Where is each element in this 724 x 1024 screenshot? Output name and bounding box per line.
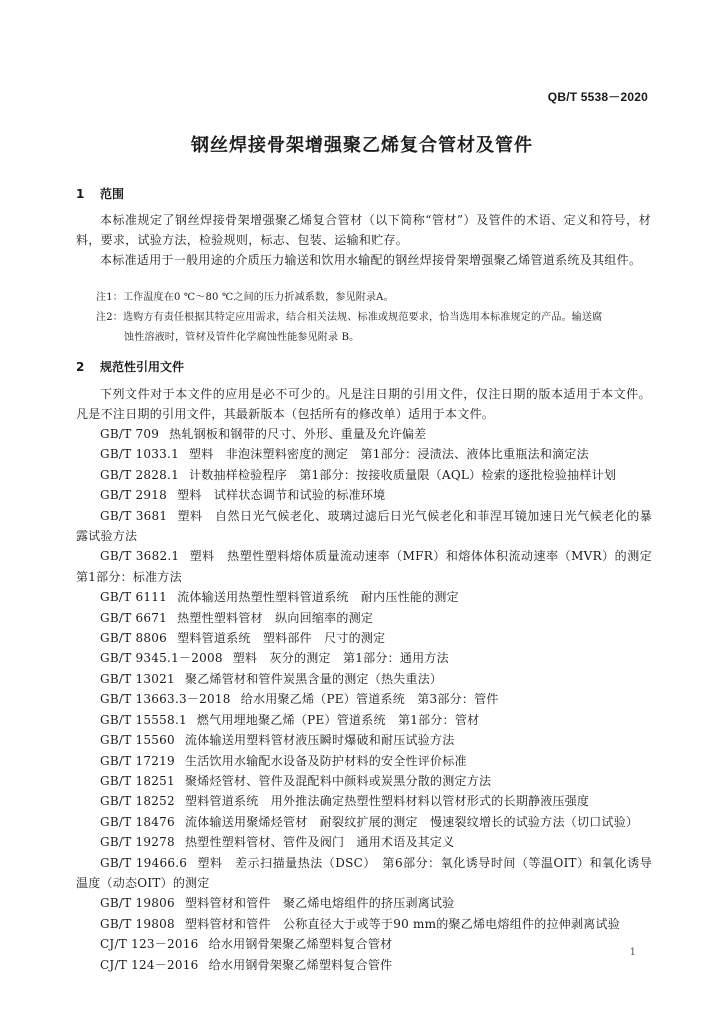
- standard-code: QB/T 5538－2020: [547, 90, 648, 104]
- reference-code: GB/T 2828.1: [100, 467, 180, 482]
- reference-title: 塑料 试样状态调节和试验的标准环境: [177, 488, 386, 503]
- reference-item: [76, 730, 652, 750]
- reference-title: 塑料管道系统 塑料部件 尺寸的测定: [177, 631, 386, 646]
- note-2: [96, 308, 652, 348]
- reference-title: 塑料管材和管件 聚乙烯电熔组件的挤压剥离试验: [184, 896, 455, 911]
- reference-code: GB/T 19806: [100, 896, 175, 911]
- reference-title: 聚乙烯管材和管件炭黑含量的测定（热失重法）: [184, 671, 443, 686]
- reference-code: GB/T 13021: [100, 671, 175, 686]
- reference-code: GB/T 1033.1: [100, 447, 180, 462]
- reference-item: [76, 648, 652, 668]
- reference-title: 塑料 非泡沫塑料密度的测定 第1部分：浸渍法、液体比重瓶法和滴定法: [189, 447, 589, 462]
- reference-title: 给水用钢骨架聚乙烯塑料复合管材: [208, 937, 393, 952]
- reference-title: 流体输送用塑料管材液压瞬时爆破和耐压试验方法: [184, 733, 455, 748]
- reference-item: [76, 832, 652, 852]
- reference-item: [76, 934, 652, 954]
- reference-title: 流体输送用热塑性塑料管道系统 耐内压性能的测定: [177, 590, 459, 605]
- reference-item: [76, 812, 652, 832]
- reference-title: 塑料管材和管件 公称直径大于或等于90 mm的聚乙烯电熔组件的拉伸剥离试验: [184, 916, 621, 931]
- reference-item: [76, 444, 652, 464]
- reference-item: [76, 608, 652, 628]
- note-1: 注1：工作温度在0 ℃～80 ℃之间的压力折减系数，参见附录A。: [96, 292, 394, 303]
- scope-paragraph-2: 本标准适用于一般用途的介质压力输送和饮用水输配的钢丝焊接骨架增强聚乙烯管道系统及其组件。: [100, 253, 642, 267]
- reference-title: 塑料 灰分的测定 第1部分：通用方法: [232, 651, 449, 666]
- reference-item: [76, 893, 652, 913]
- reference-item: [76, 485, 652, 505]
- reference-code: GB/T 18476: [100, 814, 175, 829]
- page-number: 1: [629, 947, 636, 958]
- reference-item: [76, 710, 652, 730]
- reference-code: GB/T 8806: [100, 631, 168, 646]
- reference-code: GB/T 17219: [100, 753, 175, 768]
- reference-item: [76, 506, 652, 547]
- section-2-heading: [76, 358, 184, 375]
- document-title: 钢丝焊接骨架增强聚乙烯复合管材及管件: [191, 135, 533, 156]
- reference-title: 塑料管道系统 用外推法确定热塑性塑料材料以管材形式的长期静液压强度: [184, 794, 590, 809]
- reference-title: 生活饮用水输配水设备及防护材料的安全性评价标准: [184, 753, 467, 768]
- reference-title: 塑料 热塑性塑料熔体质量流动速率（MFR）和熔体体积流动速率（MVR）的测定 第1部分：标准方法: [76, 549, 665, 584]
- reference-title: 热塑性塑料管材、管件及阀门 通用术语及其定义: [184, 835, 455, 850]
- reference-code: GB/T 15560: [100, 733, 175, 748]
- note-2-line-2: 蚀性溶液时，管材及管件化学腐蚀性能参见附录 B。: [124, 332, 360, 343]
- reference-code: GB/T 3682.1: [100, 549, 180, 564]
- reference-item: [76, 465, 652, 485]
- reference-item: [76, 587, 652, 607]
- reference-item: [76, 955, 652, 975]
- reference-item: [76, 791, 652, 811]
- reference-title: 聚烯烃管材、管件及混配料中颜料或炭黑分散的测定方法: [184, 773, 492, 788]
- section-title: 范围: [100, 187, 125, 201]
- reference-title: 计数抽样检验程序 第1部分：按接收质量限（AQL）检索的逐批检验抽样计划: [189, 467, 617, 482]
- reference-item: [76, 751, 652, 771]
- reference-code: GB/T 19278: [100, 835, 175, 850]
- reference-code: GB/T 13663.3－2018: [100, 692, 231, 707]
- reference-title: 燃气用埋地聚乙烯（PE）管道系统 第1部分：管材: [196, 712, 480, 727]
- reference-code: GB/T 3681: [100, 508, 168, 523]
- section-1-heading: [76, 185, 124, 202]
- reference-title: 流体输送用聚烯烃管材 耐裂纹扩展的测定 慢速裂纹增长的试验方法（切口试验）: [184, 814, 639, 829]
- reference-item: [76, 669, 652, 689]
- reference-code: CJ/T 123－2016: [100, 937, 199, 952]
- reference-code: GB/T 18252: [100, 794, 175, 809]
- reference-code: CJ/T 124－2016: [100, 957, 199, 972]
- reference-title: 热轧钢板和钢带的尺寸、外形、重量及允许偏差: [169, 427, 427, 441]
- reference-item: [76, 689, 652, 709]
- reference-item: [76, 853, 652, 894]
- reference-code: GB/T 19808: [100, 916, 175, 931]
- reference-code: GB/T 2918: [100, 488, 168, 503]
- reference-list: [76, 424, 665, 975]
- reference-item: [76, 424, 652, 444]
- reference-title: 塑料 自然日光气候老化、玻璃过滤后日光气候老化和菲涅耳镜加速日光气候老化的暴露试验方法: [76, 508, 652, 544]
- section-number: 2: [76, 360, 85, 374]
- references-intro: 下列文件对于本文件的应用是必不可少的。凡是注日期的引用文件，仅注日期的版本适用于本文件。凡是不注日期的引用文件，其最新版本（包括所有的修改单）适用于本文件。: [76, 387, 651, 421]
- reference-title: 给水用钢骨架聚乙烯塑料复合管件: [208, 957, 393, 972]
- reference-code: GB/T 15558.1: [100, 712, 187, 727]
- reference-code: GB/T 18251: [100, 773, 175, 788]
- reference-item: [76, 546, 665, 587]
- reference-code: GB/T 9345.1－2008: [100, 651, 223, 666]
- section-number: 1: [76, 187, 85, 201]
- reference-code: GB/T 709: [100, 427, 160, 441]
- reference-title: 给水用聚乙烯（PE）管道系统 第3部分：管件: [240, 692, 499, 707]
- reference-code: GB/T 6111: [100, 590, 168, 605]
- scope-paragraph-1: 本标准规定了钢丝焊接骨架增强聚乙烯复合管材（以下简称“管材”）及管件的术语、定义和符号，材料，要求，试验方法，检验规则，标志、包装、运输和贮存。: [76, 213, 651, 247]
- note-2-line-1: 注2：选购方有责任根据其特定应用需求，结合相关法规、标准或规范要求，恰当选用本标准规定的产品。输送腐: [96, 312, 603, 323]
- reference-item: [76, 628, 652, 648]
- section-title: 规范性引用文件: [100, 360, 185, 374]
- reference-code: GB/T 6671: [100, 610, 168, 625]
- reference-title: 塑料 差示扫描量热法（DSC） 第6部分：氧化诱导时间（等温OIT）和氧化诱导温度（动态OIT）的测定: [76, 855, 652, 890]
- reference-title: 热塑性塑料管材 纵向回缩率的测定: [177, 610, 374, 625]
- reference-code: GB/T 19466.6: [100, 855, 188, 870]
- reference-item: [76, 771, 652, 791]
- reference-item: [76, 914, 652, 934]
